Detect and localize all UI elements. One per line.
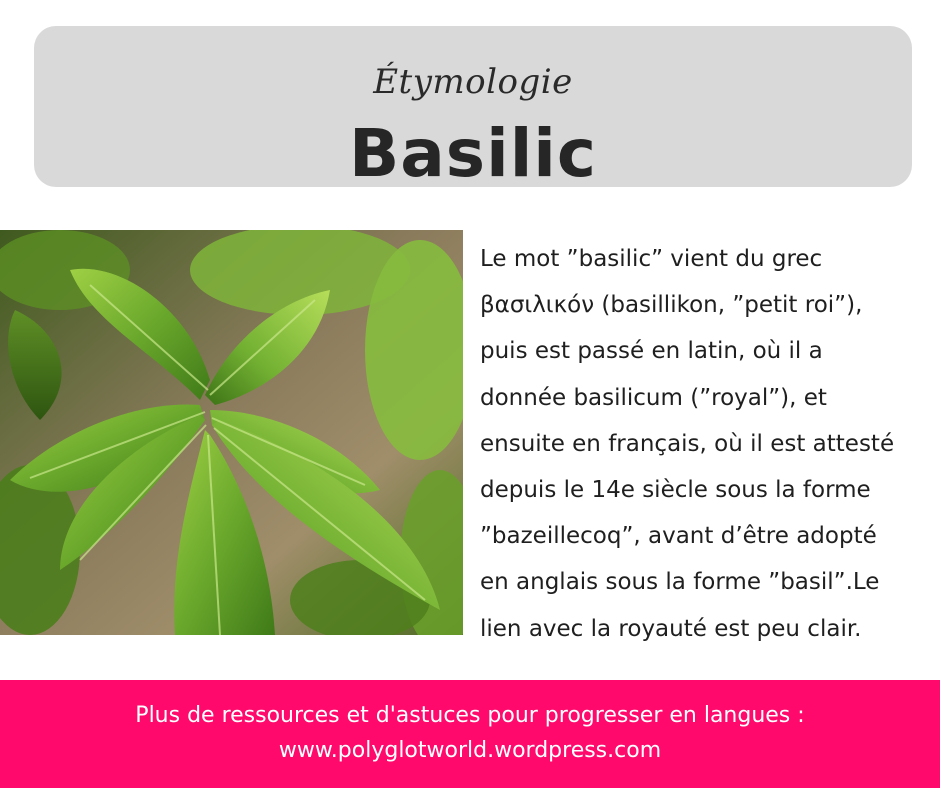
page-title: Basilic [348, 115, 598, 192]
body-line: ”bazeillecoq”, avant d’être adopté [480, 523, 877, 550]
body-line: puis est passé en latin, où il a [480, 338, 823, 365]
title-card [34, 26, 912, 192]
body-line: lien avec la royauté est peu clair. [480, 615, 862, 642]
body-line: donnée basilicum (”royal”), et [480, 384, 827, 411]
footer-tagline: Plus de ressources et d'astuces pour progresser en langues : [135, 703, 805, 728]
body-line: ensuite en français, où il est attesté [480, 430, 895, 457]
website-link[interactable]: www.polyglotworld.wordpress.com [278, 738, 662, 763]
footer-banner [0, 680, 940, 788]
page-subtitle: Étymologie [373, 62, 573, 102]
body-line: en anglais sous la forme ”basil”.Le [480, 569, 880, 596]
body-line: βασιλικόν (basillikon, ”petit roi”), [480, 292, 863, 319]
body-line: depuis le 14e siècle sous la forme [480, 477, 871, 504]
basil-plant-photo [0, 230, 463, 635]
body-line: Le mot ”basilic” vient du grec [480, 246, 823, 272]
etymology-text [480, 236, 938, 652]
